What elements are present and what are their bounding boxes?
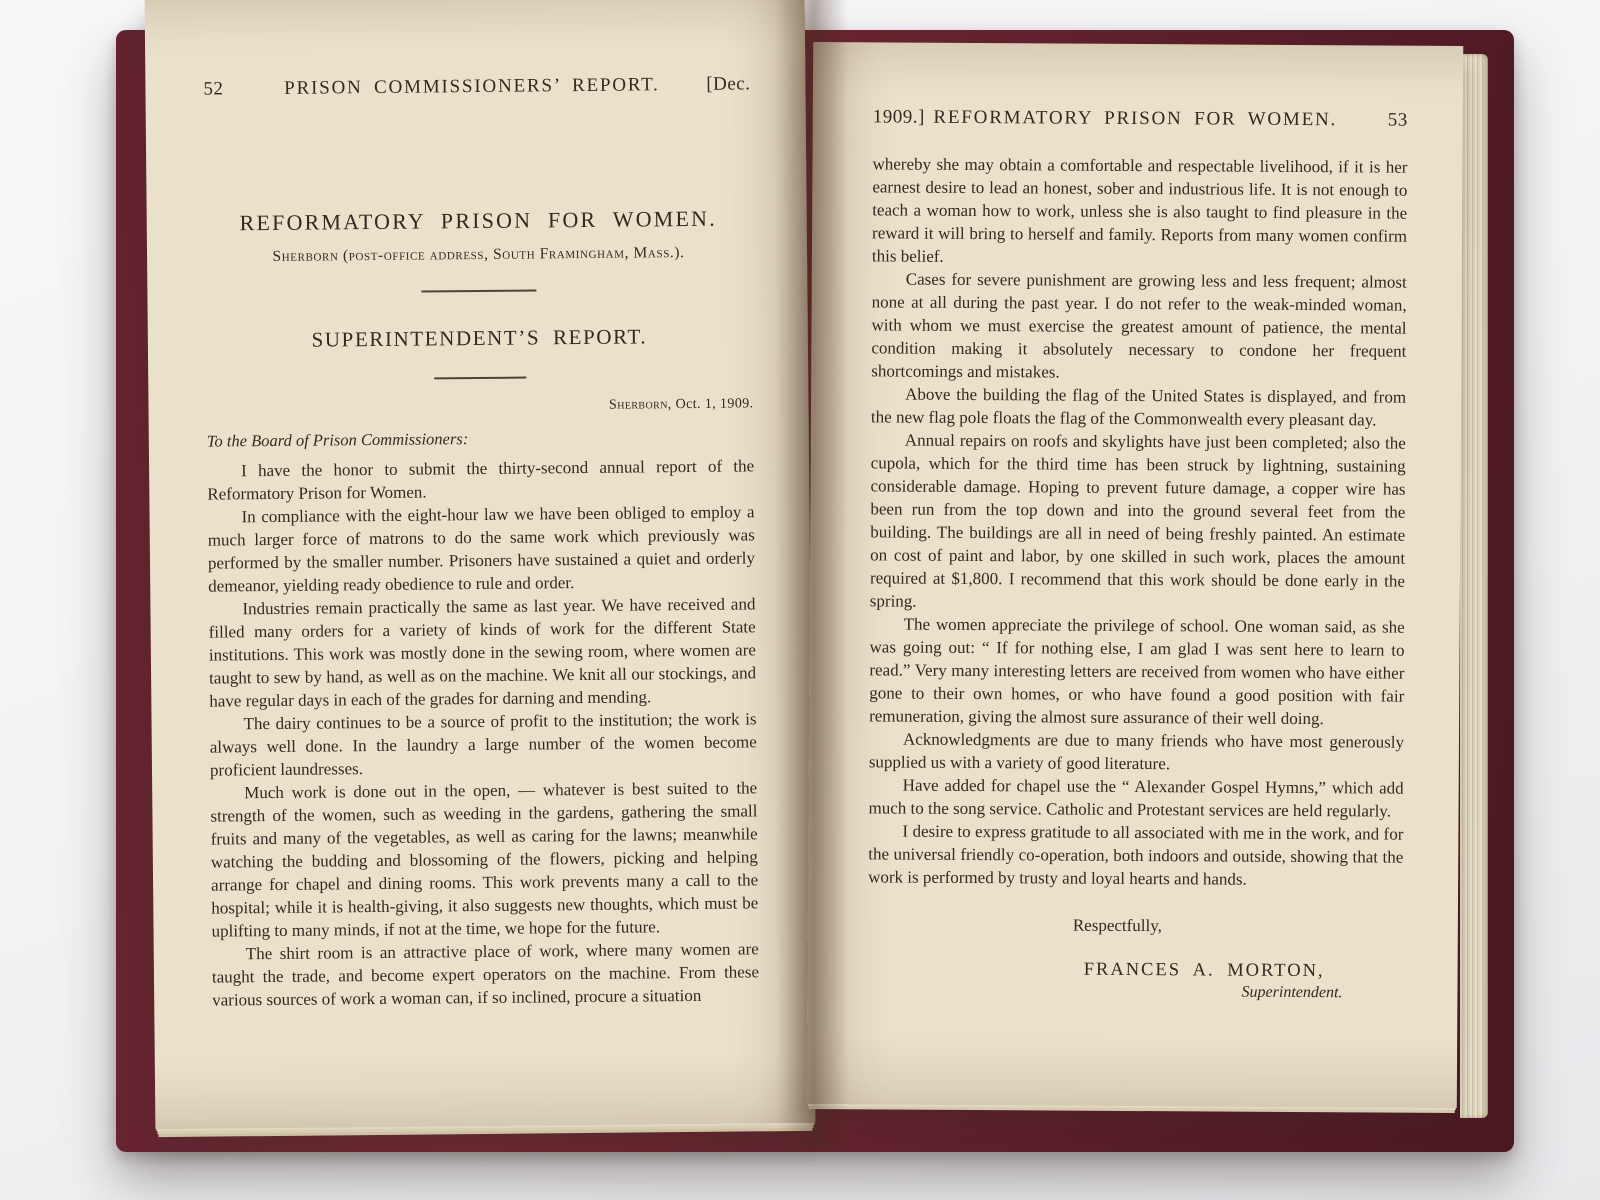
paragraph: The women appreciate the privilege of school. One woman said, as she was going out: “ If for nothing else, I am glad I was sent here to learn to read.” Very many interesting letters are received from women who have either gone to their own homes, or who have found a good position with fair remuneration, giving the almost sure assurance of their well doing. (869, 614, 1405, 729)
paragraph: In compliance with the eight-hour law we have been obliged to employ a much larger force of matrons to do the same work which previously was performed by the smaller number. Prisoners have sustained a quiet and orderly demeanor, yielding ready obedience to rule and order. (207, 502, 756, 596)
dateline-date: Oct. 1, 1909. (671, 396, 754, 413)
header-month-bracket: [Dec. (706, 73, 751, 95)
dateline (206, 396, 753, 417)
dateline-place: Sherborn, (608, 397, 672, 413)
divider-rule (434, 377, 526, 380)
paragraph: whereby she may obtain a comfortable and respectable livelihood, if it is her earnest desire to lead an honest, sober and industrious life. It is not enough to teach a woman how to work, unless she is also taught to find pleasure in the reward it will bring to herself and family. Reports from many women confirm this belief. (871, 154, 1408, 266)
paragraph: Cases for severe punishment are growing less and less frequent; almost none at all during the past year. I do not refer to the weak-minded woman, with whom we must exercise the greatest amount of patience, the mental condition making it absolutely necessary to condone her frequent shortcomings and mistakes. (871, 269, 1407, 382)
signature-title: Superintendent. (1241, 983, 1343, 1002)
right-page-body (868, 152, 1407, 891)
paragraph: Acknowledgments are due to many friends who have most generously supplied us with a variety of good literature. (868, 729, 1405, 774)
closing: Respectfully, (1072, 915, 1162, 936)
paragraph: Much work is done out in the open, — whatever is best suited to the strength of the women, such as weeding in the gardens, gathering the small fruits and many of the vegetables, as well as caring for the lawns; meanwhile watching the budding and blossoming of the flowers, picking and helping arrange for chapel and dining rooms. This work prevents many a call to the hospital; while it is health-giving, it also suggests new thoughts, which must be uplifting to many minds, if not at the time, we hope for the future. (210, 778, 759, 941)
paragraph: Annual repairs on roofs and skylights have just been completed; also the cupola, which for the third time has been struck by lightning, sustaining considerable damage. Hoping to prevent future damage, a copper wire has been run from the top down and into the ground several feet from the building. The buildings are all in need of being freshly painted. An estimate on cost of paint and labor, by one skilled in such work, places the amount required at $1,800. I recommend that this work should be done early in the spring. (869, 430, 1406, 611)
signature-name: FRANCES A. MORTON, (1083, 959, 1325, 982)
page-number-left: 52 (203, 78, 224, 100)
paragraph: Have added for chapel use the “ Alexander Gospel Hymns,” which add much to the song service. Catholic and Protestant services are held regularly. (868, 775, 1404, 821)
paragraph: I have the honor to submit the thirty-second annual report of the Reformatory Prison for Women. (207, 456, 755, 504)
report-subtitle: Sherborn (post-office address, South Framingham, Mass.). (272, 244, 685, 265)
left-page (145, 0, 816, 1129)
page-number-right: 53 (1387, 109, 1408, 131)
left-page-body (207, 454, 759, 1011)
title-block (205, 205, 753, 266)
salutation: To the Board of Prison Commissioners: (206, 429, 469, 451)
paragraph: The shirt room is an attractive place of work, where many women are taught the trade, and become expert operators on the machine. From these various sources of work a woman can, if so inclined, procure a situation (211, 939, 760, 1010)
right-running-head (873, 106, 1408, 131)
paragraph: Industries remain practically the same as last year. We have received and filled many orders for a variety of kinds of work for the different State institutions. This work was mostly done in the sewing room, where women are taught to sew by hand, as well as on the machine. We knit all our stockings, and have regular days in each of the grades for darning and mending. (208, 594, 757, 711)
paragraph: Above the building the flag of the United States is displayed, and from the new flag pole floats the flag of the Commonwealth every pleasant day. (870, 384, 1407, 430)
running-header-right: REFORMATORY PRISON FOR WOMEN. (933, 106, 1338, 131)
paragraph: I desire to express gratitude to all associated with me in the work, and for the universal friendly co-operation, both indoors and outside, showing that the work is performed by trusty and loyal hearts and hands. (868, 821, 1404, 889)
right-page (807, 42, 1463, 1108)
report-title: REFORMATORY PRISON FOR WOMEN. (239, 205, 718, 236)
running-header-left: PRISON COMMISSIONERS’ REPORT. (284, 74, 660, 99)
header-year-bracket: 1909.] (872, 106, 925, 128)
book-cover (116, 30, 1514, 1152)
left-running-head (203, 73, 750, 100)
paragraph: The dairy continues to be a source of profit to the institution; the work is always well done. In the laundry a large number of the women become proficient laundresses. (209, 709, 757, 780)
page-stack-fore-edge (1460, 54, 1488, 1118)
divider-rule (421, 289, 536, 292)
section-heading: SUPERINTENDENT’S REPORT. (311, 324, 648, 352)
